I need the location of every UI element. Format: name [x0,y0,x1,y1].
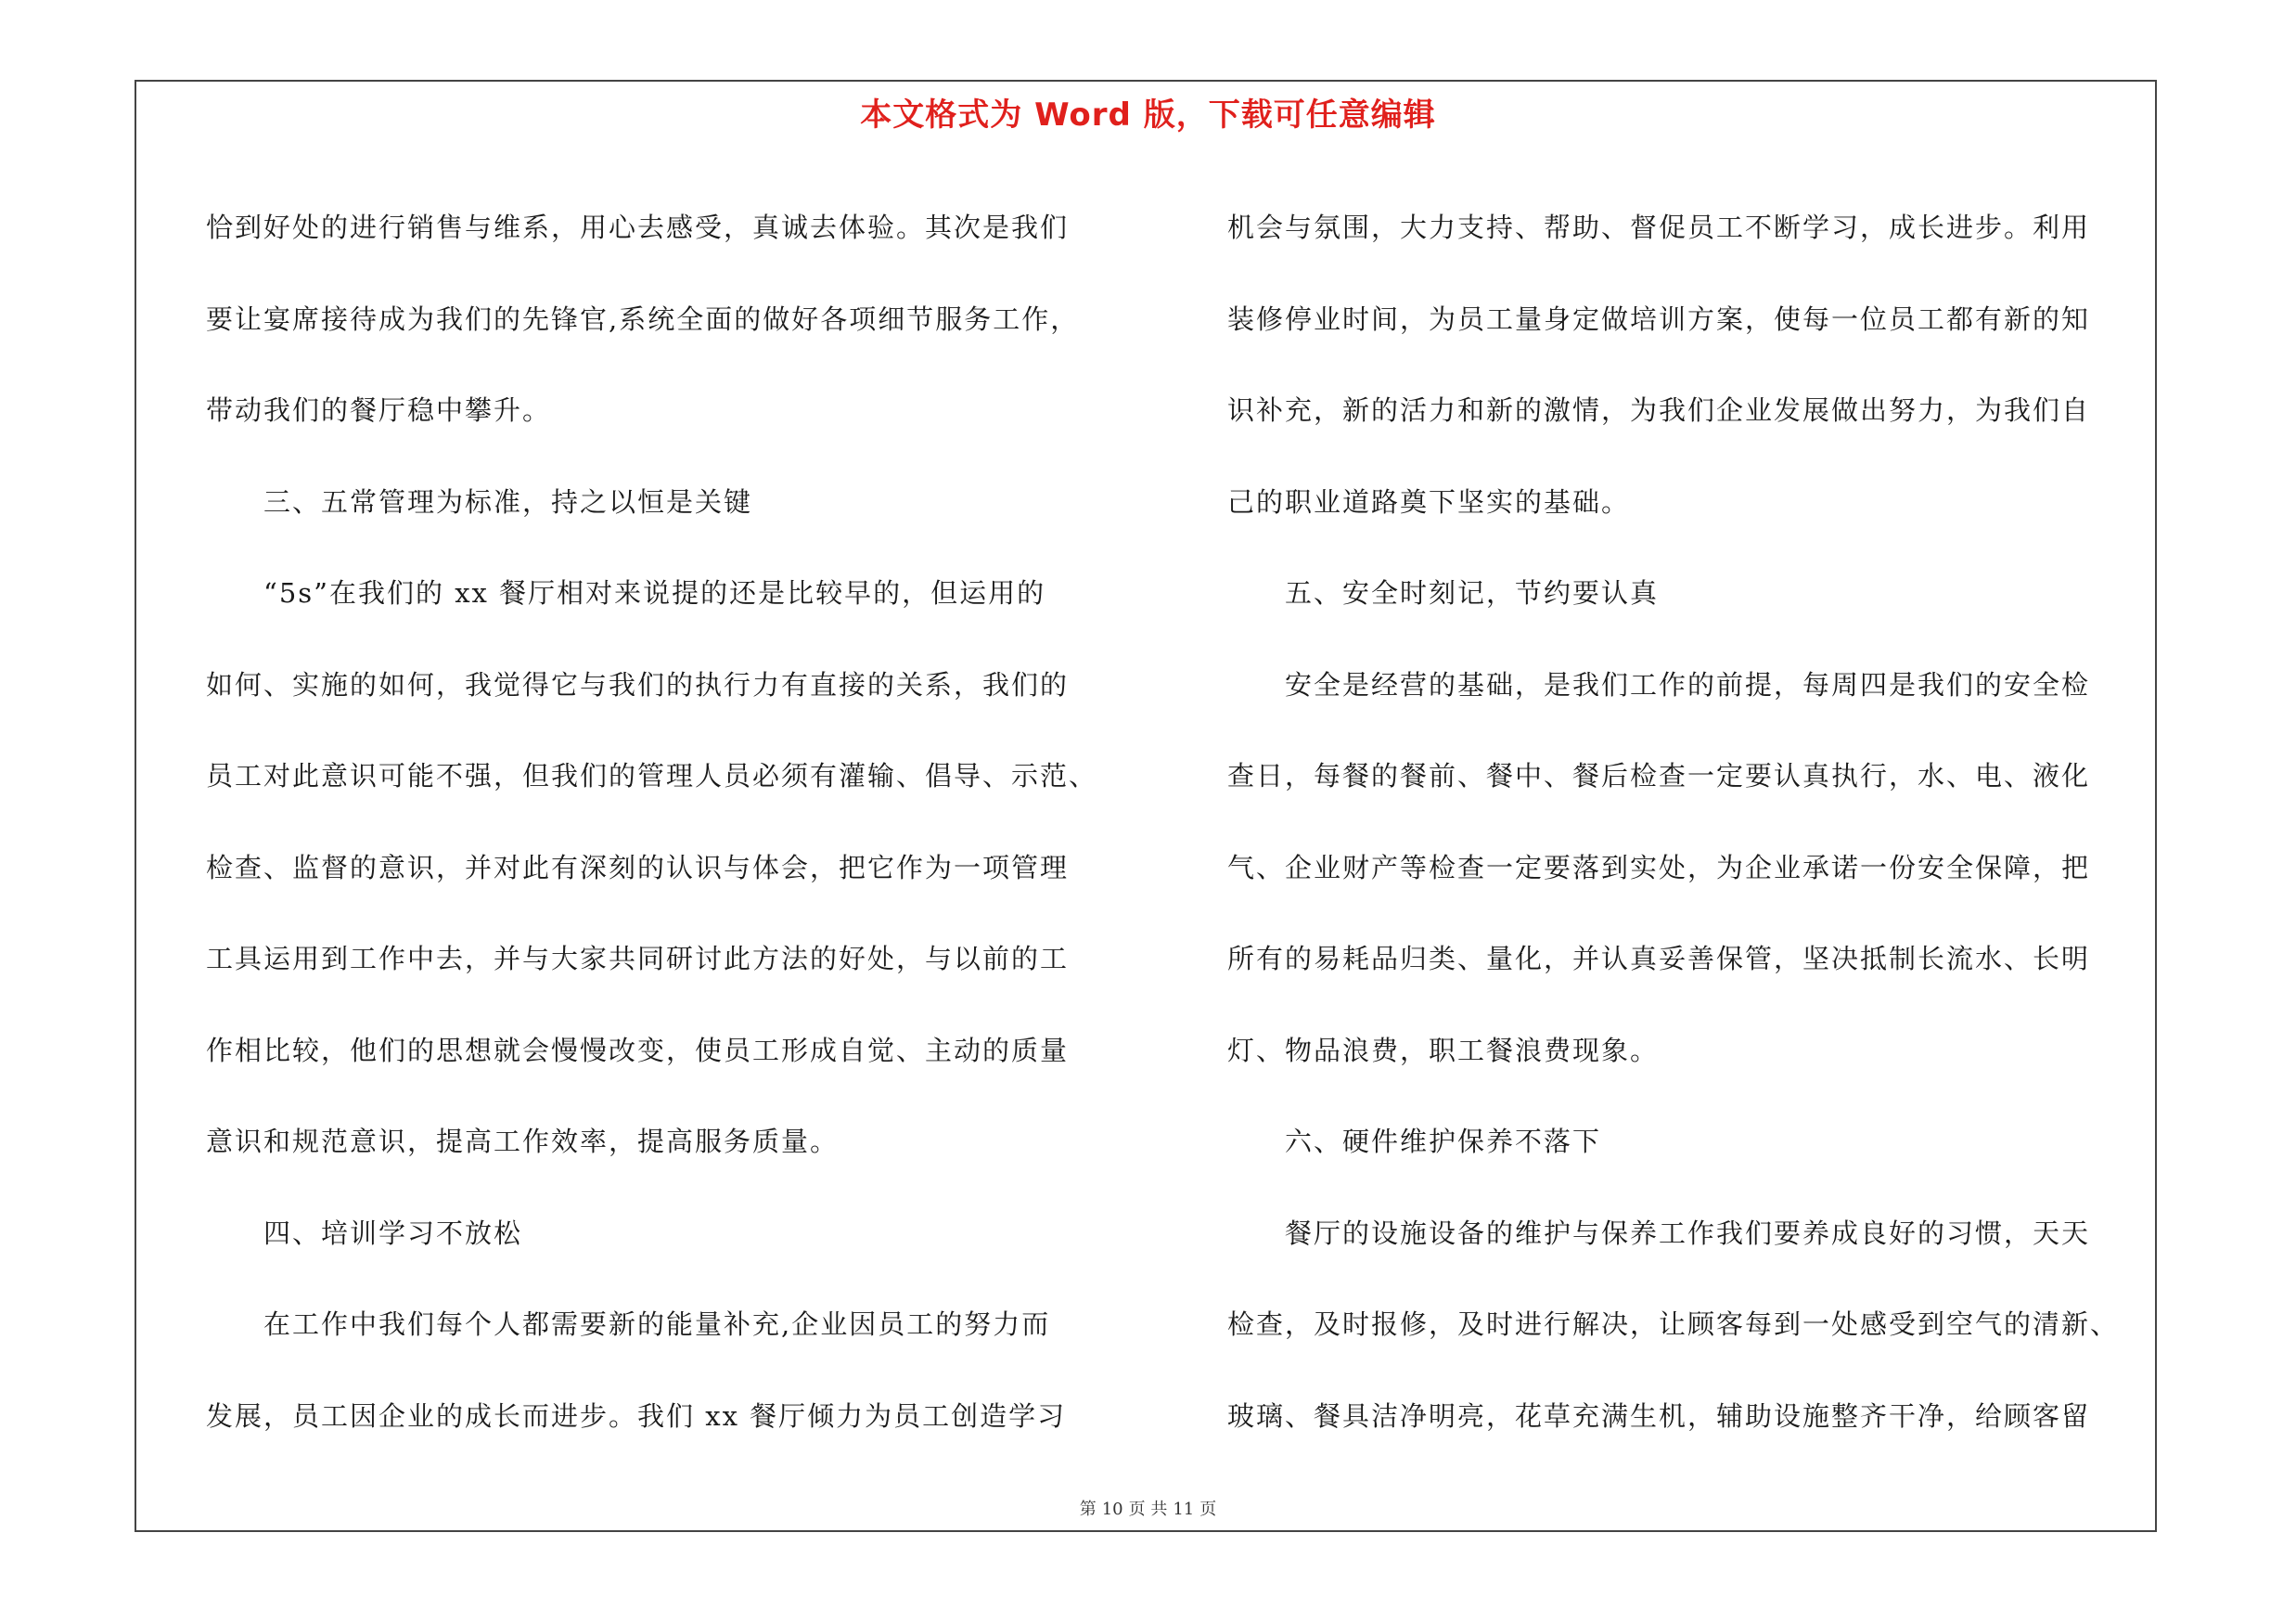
section-heading-3: 三、五常管理为标准，持之以恒是关键 [206,485,753,518]
page-prefix: 第 [1079,1500,1097,1519]
left-line: 意识和规范意识，提高工作效率，提高服务质量。 [206,1126,840,1157]
left-line: 发展，员工因企业的成长而进步。我们 xx 餐厅倾力为员工创造学习 [206,1399,1067,1432]
total-pages-number: 11 [1173,1500,1195,1519]
left-column [206,182,1134,1462]
left-line: 作相比较，他们的思想就会慢慢改变，使员工形成自觉、主动的质量 [206,1034,1070,1066]
right-line: 识补充，新的活力和新的激情，为我们企业发展做出努力，为我们自 [1227,394,2091,426]
right-line: 机会与氛围，大力支持、帮助、督促员工不断学习，成长进步。利用 [1227,212,2091,243]
header-banner: 本文格式为 Word 版，下载可任意编辑 [860,97,1436,134]
right-line: 所有的易耗品归类、量化，并认真妥善保管，坚决抵制长流水、长明 [1227,943,2091,974]
right-line: 己的职业道路奠下坚实的基础。 [1227,485,1631,518]
page-mid: 页 共 [1128,1500,1168,1519]
section-heading-4: 四、培训学习不放松 [206,1217,523,1249]
right-line: 装修停业时间，为员工量身定做培训方案，使每一位员工都有新的知 [1227,303,2091,335]
left-line: 员工对此意识可能不强，但我们的管理人员必须有灌输、倡导、示范、 [206,760,1098,792]
right-line: 玻璃、餐具洁净明亮，花草充满生机，辅助设施整齐干净，给顾客留 [1227,1399,2091,1432]
page-suffix: 页 [1199,1500,1217,1519]
left-line: 要让宴席接待成为我们的先锋官,系统全面的做好各项细节服务工作， [206,303,1080,335]
left-line: “5s”在我们的 xx 餐厅相对来说提的还是比较早的，但运用的 [206,577,1046,609]
right-column [1227,182,2155,1462]
left-line: 带动我们的餐厅稳中攀升。 [206,394,552,426]
left-line: 恰到好处的进行销售与维系，用心去感受，真诚去体验。其次是我们 [206,212,1070,243]
section-heading-5: 五、安全时刻记，节约要认真 [1227,577,1660,609]
right-line: 查日，每餐的餐前、餐中、餐后检查一定要认真执行，水、电、液化 [1227,760,2091,792]
left-line: 工具运用到工作中去，并与大家共同研讨此方法的好处，与以前的工 [206,943,1070,974]
right-line: 检查，及时报修，及时进行解决，让顾客每到一处感受到空气的清新、 [1227,1308,2120,1340]
section-heading-6: 六、硬件维护保养不落下 [1227,1126,1602,1157]
right-line: 灯、物品浪费，职工餐浪费现象。 [1227,1034,1660,1066]
left-line: 检查、监督的意识，并对此有深刻的认识与体会，把它作为一项管理 [206,851,1070,883]
right-line: 餐厅的设施设备的维护与保养工作我们要养成良好的习惯，天天 [1227,1217,2091,1249]
current-page-number: 10 [1101,1500,1123,1519]
page-number-footer [0,1496,2296,1520]
left-line: 在工作中我们每个人都需要新的能量补充,企业因员工的努力而 [206,1308,1051,1340]
left-line: 如何、实施的如何，我觉得它与我们的执行力有直接的关系，我们的 [206,668,1070,701]
right-line: 安全是经营的基础，是我们工作的前提，每周四是我们的安全检 [1227,668,2091,701]
right-line: 气、企业财产等检查一定要落到实处，为企业承诺一份安全保障，把 [1227,851,2091,883]
